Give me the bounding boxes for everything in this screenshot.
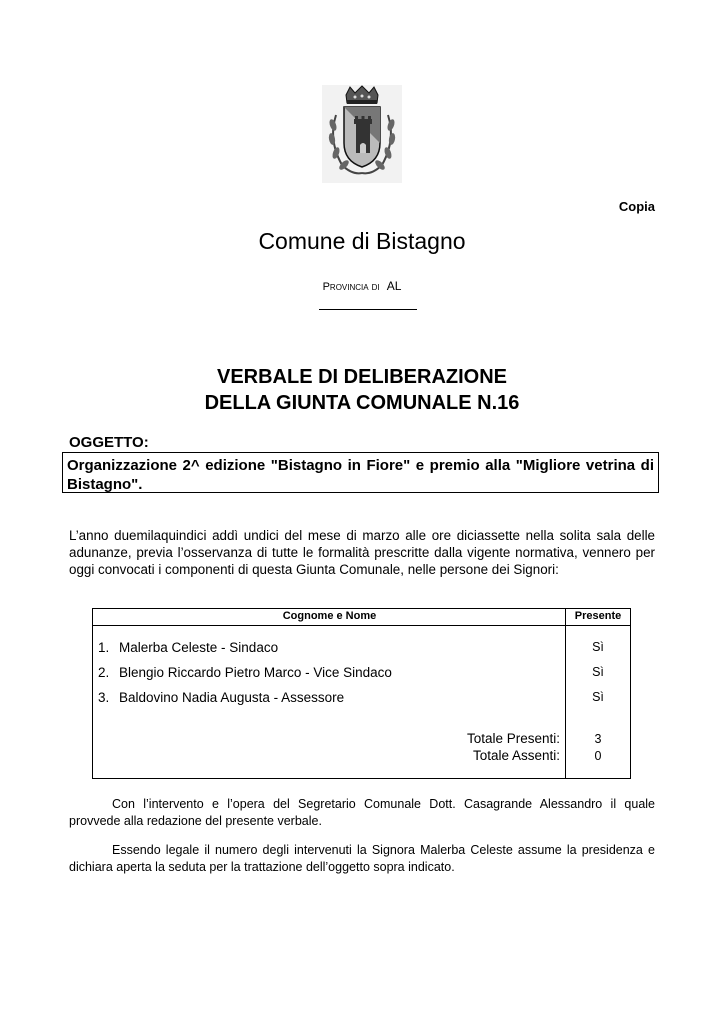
member-number: 2. xyxy=(98,665,110,680)
member-name: Blengio Riccardo Pietro Marco - Vice Sindaco xyxy=(119,665,392,680)
document-title-line1: VERBALE DI DELIBERAZIONE xyxy=(216,366,508,388)
subject-label: OGGETTO: xyxy=(69,434,149,451)
attendance-table-header xyxy=(93,609,630,626)
member-name: Malerba Celeste - Sindaco xyxy=(119,640,279,655)
province-underline xyxy=(319,309,417,310)
total-present-label: Totale Presenti: xyxy=(466,731,560,746)
member-row xyxy=(98,640,278,655)
member-present: Sì xyxy=(592,665,604,679)
subject-box xyxy=(62,452,659,493)
member-number: 3. xyxy=(98,690,110,705)
province-line xyxy=(0,279,724,293)
coat-of-arms-logo xyxy=(322,85,402,183)
municipality-name: Comune di Bistagno xyxy=(258,228,466,254)
total-present-value: 3 xyxy=(594,732,602,746)
member-number: 1. xyxy=(98,640,110,655)
province-value: AL xyxy=(386,279,402,293)
secretary-paragraph: Con l’intervento e l’opera del Segretario Comunale Dott. Casagrande Alessandro il quale provvede alla redazione del presente verbale. xyxy=(69,797,655,828)
column-header-name: Cognome e Nome xyxy=(282,610,377,622)
member-name: Baldovino Nadia Augusta - Assessore xyxy=(119,690,345,705)
member-row xyxy=(98,665,392,680)
total-absent-value: 0 xyxy=(594,749,602,763)
province-label: Provincia di xyxy=(322,281,380,293)
copy-label: Copia xyxy=(618,199,655,214)
subject-text: Organizzazione 2^ edizione "Bistagno in Fiore" e premio alla "Migliore vetrina di Bistagno". xyxy=(67,457,654,493)
intro-paragraph: L’anno duemilaquindici addì undici del mese di marzo alle ore diciassette nella solita sala delle adunanze, previa l’osservanza di tutte le formalità prescritte dalla vigente normativa, vennero per oggi convocati i componenti di questa Giunta Comunale, nelle persone dei Signori: xyxy=(69,528,655,577)
member-row xyxy=(98,690,344,705)
attendance-table xyxy=(92,608,631,779)
total-absent-label: Totale Assenti: xyxy=(472,748,560,763)
column-header-present: Presente xyxy=(574,610,622,622)
member-present: Sì xyxy=(592,690,604,704)
coat-of-arms-icon xyxy=(322,85,402,183)
document-title-line2: DELLA GIUNTA COMUNALE N.16 xyxy=(204,392,520,414)
presidency-paragraph: Essendo legale il numero degli intervenuti la Signora Malerba Celeste assume la presidenza e dichiara aperta la seduta per la trattazione dell’oggetto sopra indicato. xyxy=(69,843,655,874)
member-present: Sì xyxy=(592,640,604,654)
